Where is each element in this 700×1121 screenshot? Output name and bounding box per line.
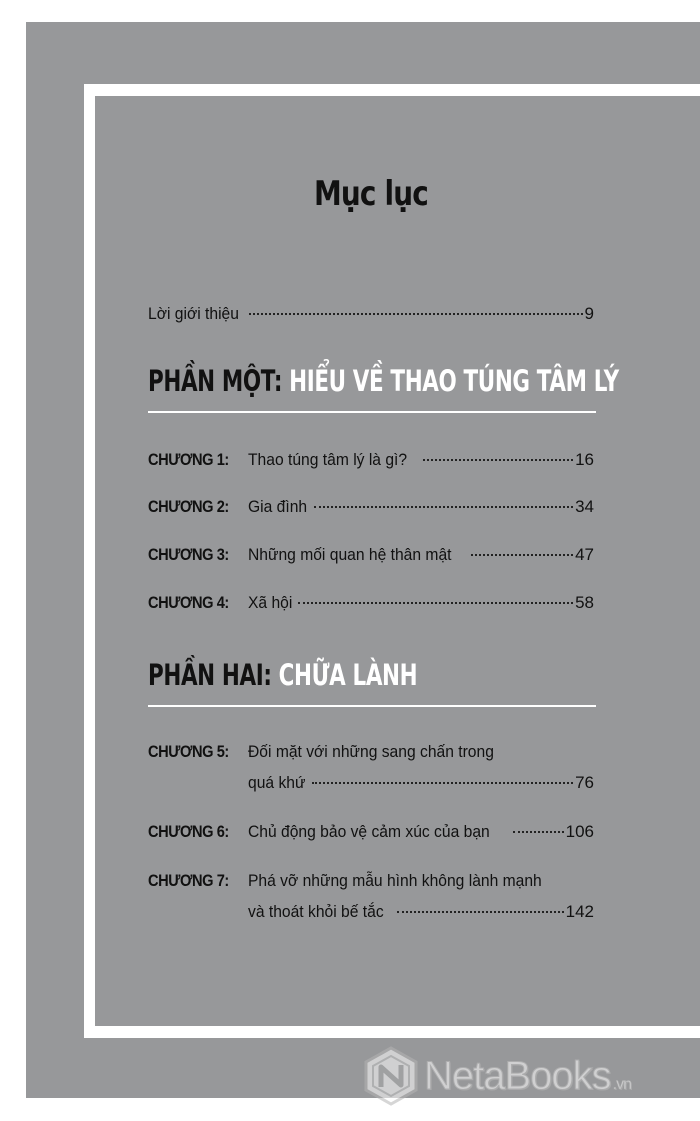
entry-page-number: 34 [575, 497, 594, 516]
entry-page-number: 142 [565, 902, 594, 921]
toc-entry-intro[interactable] [148, 304, 594, 324]
entry-title: Xã hội [248, 593, 293, 612]
entry-title-line-2: quá khứ [248, 773, 306, 792]
chapter-label: CHƯƠNG 4: [148, 593, 229, 612]
toc-entry-chapter-6[interactable] [148, 822, 594, 842]
dot-leader [513, 831, 564, 833]
chapter-label: CHƯƠNG 5: [148, 742, 229, 761]
toc-entry-chapter-7-continued[interactable] [248, 902, 594, 922]
chapter-label: CHƯƠNG 7: [148, 871, 229, 890]
part-label: PHẦN HAI: [148, 658, 272, 692]
entry-page-number: 58 [575, 593, 594, 612]
chapter-label: CHƯƠNG 1: [148, 450, 229, 469]
entry-page-number: 47 [575, 545, 594, 564]
toc-entry-chapter-1[interactable] [148, 450, 594, 470]
watermark-brand: NetaBooks .vn [424, 1053, 632, 1098]
netabooks-watermark [362, 1044, 692, 1108]
toc-entry-chapter-5[interactable] [148, 742, 594, 762]
dot-leader [249, 313, 583, 315]
toc-entry-chapter-4[interactable] [148, 593, 594, 613]
toc-entry-chapter-5-continued[interactable] [248, 773, 594, 793]
part-divider [148, 411, 596, 413]
entry-title: Lời giới thiệu [148, 304, 239, 323]
chapter-label: CHƯƠNG 6: [148, 822, 229, 841]
dot-leader [397, 911, 563, 913]
entry-title-line-1: Phá vỡ những mẫu hình không lành mạnh [248, 871, 542, 890]
entry-title: Chủ động bảo vệ cảm xúc của bạn [248, 822, 490, 841]
part-name: CHỮA LÀNH [278, 658, 418, 692]
entry-title-line-2: và thoát khỏi bế tắc [248, 902, 384, 921]
entry-page-number: 76 [575, 773, 594, 792]
part-heading-2 [148, 658, 594, 692]
part-name: HIỂU VỀ THAO TÚNG TÂM LÝ [289, 364, 619, 398]
part-heading-1 [148, 364, 619, 398]
part-divider [148, 705, 596, 707]
entry-title: Gia đình [248, 497, 308, 516]
toc-entry-chapter-3[interactable] [148, 545, 594, 565]
netabooks-logo-icon [362, 1045, 420, 1107]
toc-title: Mục lục [313, 174, 429, 214]
chapter-label: CHƯƠNG 2: [148, 497, 229, 516]
dot-leader [471, 554, 573, 556]
entry-page-number: 106 [565, 822, 594, 841]
toc-entry-chapter-2[interactable] [148, 497, 594, 517]
entry-page-number: 16 [575, 450, 594, 469]
chapter-label: CHƯƠNG 3: [148, 545, 229, 564]
watermark-suffix: .vn [612, 1075, 632, 1093]
entry-page-number: 9 [584, 304, 594, 323]
toc-entry-chapter-7[interactable] [148, 871, 594, 891]
dot-leader [423, 459, 573, 461]
entry-title: Thao túng tâm lý là gì? [248, 450, 408, 469]
entry-title: Những mối quan hệ thân mật [248, 545, 452, 564]
part-label: PHẦN MỘT: [148, 364, 283, 398]
dot-leader [312, 782, 573, 784]
entry-title-line-1: Đối mặt với những sang chấn trong [248, 742, 494, 761]
dot-leader [314, 506, 573, 508]
dot-leader [298, 602, 573, 604]
